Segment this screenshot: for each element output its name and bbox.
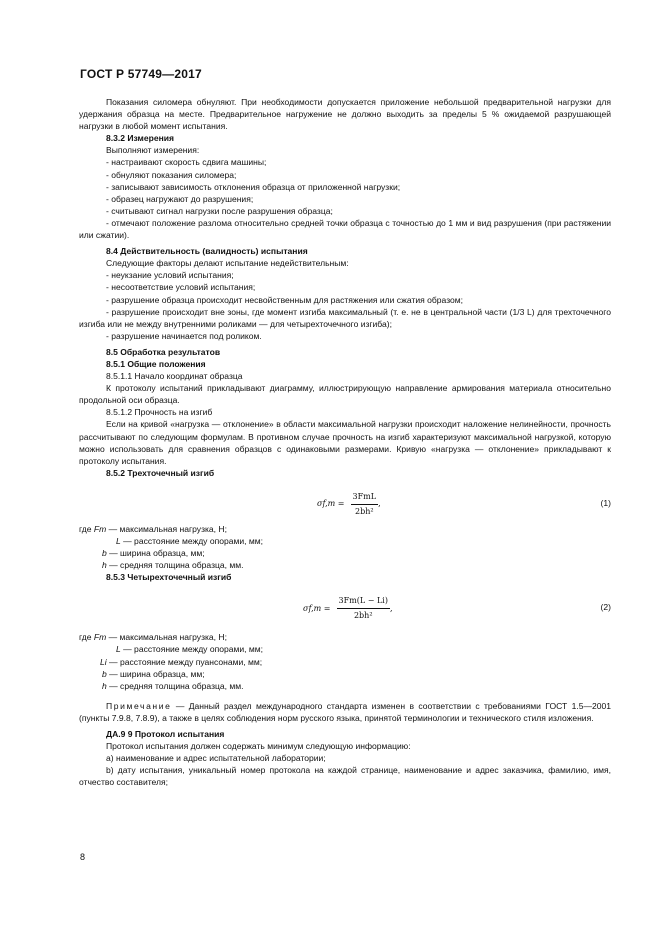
where-block-2 bbox=[79, 631, 611, 691]
list-item: - разрушение происходит вне зоны, где момент изгиба максимальный (т. е. не в центральной части (1/3 L) для трехточечного изгиба или не между внутренними роликами — для четырехточечного изгиба); bbox=[79, 306, 611, 329]
list-item: - разрушение начинается под роликом. bbox=[106, 330, 262, 341]
formula-2-number: (2) bbox=[600, 602, 611, 613]
where-desc: — средняя толщина образца, мм. bbox=[109, 680, 244, 691]
where-symbol: L bbox=[116, 644, 121, 655]
page-body bbox=[79, 96, 611, 789]
list-item: - несоответствие условий испытания; bbox=[106, 282, 256, 293]
formula-2 bbox=[79, 587, 611, 631]
formula-1-lhs: σf,m = bbox=[317, 499, 345, 509]
document-header: ГОСТ Р 57749—2017 bbox=[80, 67, 202, 81]
section-8-5-heading: 8.5 Обработка результатов bbox=[106, 346, 221, 357]
where-desc: — расстояние между опорами, мм; bbox=[123, 536, 263, 546]
note-text: — Данный раздел международного стандарта изменен в соответствии с требованиями ГОСТ 1.5—2001 (пункты 7.9.8, 7.8.9), а также в целях соблюдения норм русского языка, принятой терминологии и технического стиля изложения. bbox=[79, 700, 612, 723]
where-symbol: h bbox=[102, 560, 107, 571]
list-item: b) дату испытания, уникальный номер протокола на каждой странице, наименование и адрес заказчика, фамилию, имя, отчество составителя; bbox=[79, 765, 611, 788]
formula-1-numerator: 3FmL bbox=[351, 491, 379, 505]
formula-2-denominator: 2bh² bbox=[353, 611, 373, 621]
where-lead: где bbox=[79, 523, 92, 534]
where-row bbox=[79, 523, 611, 535]
intro-paragraph: Показания силомера обнуляют. При необходимости допускается приложение небольшой предварительной нагрузки для удержания образца на месте. Предварительное нагружение не должно выходить за пределы 5 % ожидаемой разрушающей нагрузки в любой момент испытания. bbox=[79, 97, 611, 132]
formula-1 bbox=[79, 483, 611, 523]
where-row bbox=[79, 643, 611, 655]
note-label: Примечание bbox=[106, 700, 172, 711]
where-row bbox=[79, 631, 611, 643]
formula-1-number: (1) bbox=[600, 497, 611, 508]
section-8-5-1-2-text: Если на кривой «нагрузка — отклонение» в области максимальной нагрузки происходит наложение нелинейности, прочность рассчитывают по следующим формулам. В противном случае прочность на изгиб характеризуют максимальной нагрузкой, которую можно использовать для сравнения образцов с одинаковыми размерами. Кривую «нагрузка — отклонение» прикладывают к протоколу испытания. bbox=[79, 419, 611, 466]
where-symbol: L bbox=[116, 536, 121, 546]
where-desc: — ширина образца, мм; bbox=[109, 548, 205, 559]
section-8-5-1-1-heading: 8.5.1.1 Начало координат образца bbox=[106, 371, 243, 382]
list-item: - образец нагружают до разрушения; bbox=[106, 193, 254, 204]
page-number: 8 bbox=[80, 852, 86, 862]
section-8-5-2-heading: 8.5.2 Трехточечный изгиб bbox=[106, 467, 215, 478]
formula-1-fraction bbox=[351, 491, 379, 518]
section-da-9-9-heading: ДА.9 9 Протокол испытания bbox=[106, 729, 225, 740]
section-da-9-9-lead: Протокол испытания должен содержать минимум следующую информацию: bbox=[106, 741, 411, 752]
note-paragraph bbox=[79, 700, 611, 724]
formula-1-expression bbox=[317, 491, 381, 518]
where-lead: где bbox=[79, 632, 92, 643]
section-8-5-3-heading: 8.5.3 Четырехточечный изгиб bbox=[106, 572, 232, 583]
formula-2-numerator: 3Fm(L − Li) bbox=[337, 595, 390, 609]
list-item: - считывают сигнал нагрузки после разрушения образца; bbox=[106, 205, 333, 216]
where-desc: — средняя толщина образца, мм. bbox=[109, 560, 244, 571]
formula-2-fraction bbox=[337, 595, 390, 622]
section-8-3-2-heading: 8.3.2 Измерения bbox=[106, 133, 175, 144]
section-8-5-1-2-heading: 8.5.1.2 Прочность на изгиб bbox=[106, 407, 213, 418]
where-symbol: b bbox=[102, 548, 107, 559]
where-row bbox=[79, 535, 611, 547]
section-8-4-lead: Следующие факторы делают испытание недействительным: bbox=[106, 258, 349, 269]
formula-2-lhs: σf,m = bbox=[303, 603, 331, 613]
where-desc: — максимальная нагрузка, Н; bbox=[108, 523, 227, 534]
list-item: - записывают зависимость отклонения образца от приложенной нагрузки; bbox=[106, 181, 401, 192]
formula-1-tail: , bbox=[378, 499, 381, 509]
where-desc: — расстояние между пуансонами, мм; bbox=[109, 656, 263, 667]
where-symbol: b bbox=[102, 668, 107, 679]
formula-2-expression bbox=[303, 595, 393, 622]
section-8-5-1-heading: 8.5.1 Общие положения bbox=[106, 358, 206, 369]
where-row bbox=[79, 680, 611, 692]
formula-1-denominator: 2bh² bbox=[355, 507, 374, 516]
where-desc: — ширина образца, мм; bbox=[109, 668, 205, 679]
where-row bbox=[79, 547, 611, 559]
list-item: - отмечают положение разлома относительно средней точки образца с точностью до 1 мм и вид разрушения (при растяжении или сжатии). bbox=[79, 217, 611, 241]
where-row bbox=[79, 656, 611, 668]
section-8-5-1-1-text: К протоколу испытаний прикладывают диаграмму, иллюстрирующую направление армирования материала относительно продольной оси образца. bbox=[79, 383, 611, 406]
list-item: - неукзание условий испытания; bbox=[106, 270, 234, 281]
where-symbol: Fm bbox=[93, 523, 107, 534]
formula-2-tail: , bbox=[389, 603, 393, 613]
where-symbol: Li bbox=[100, 656, 107, 667]
where-symbol: h bbox=[102, 680, 107, 691]
where-desc: — расстояние между опорами, мм; bbox=[123, 644, 263, 655]
where-symbol: Fm bbox=[93, 632, 107, 643]
section-8-3-2-lead: Выполняют измерения: bbox=[106, 145, 200, 156]
where-block-1 bbox=[79, 523, 611, 571]
where-row bbox=[79, 668, 611, 680]
where-desc: — максимальная нагрузка, Н; bbox=[108, 632, 227, 643]
list-item: - настраивают скорость сдвига машины; bbox=[106, 157, 267, 168]
section-8-4-heading: 8.4 Действительность (валидность) испытания bbox=[106, 246, 308, 257]
list-item: - обнуляют показания силомера; bbox=[106, 169, 237, 180]
where-row bbox=[79, 559, 611, 571]
list-item: - разрушение образца происходит несвойственным для растяжения или сжатия образом; bbox=[106, 294, 464, 305]
list-item: а) наименование и адрес испытательной лаборатории; bbox=[106, 753, 326, 764]
